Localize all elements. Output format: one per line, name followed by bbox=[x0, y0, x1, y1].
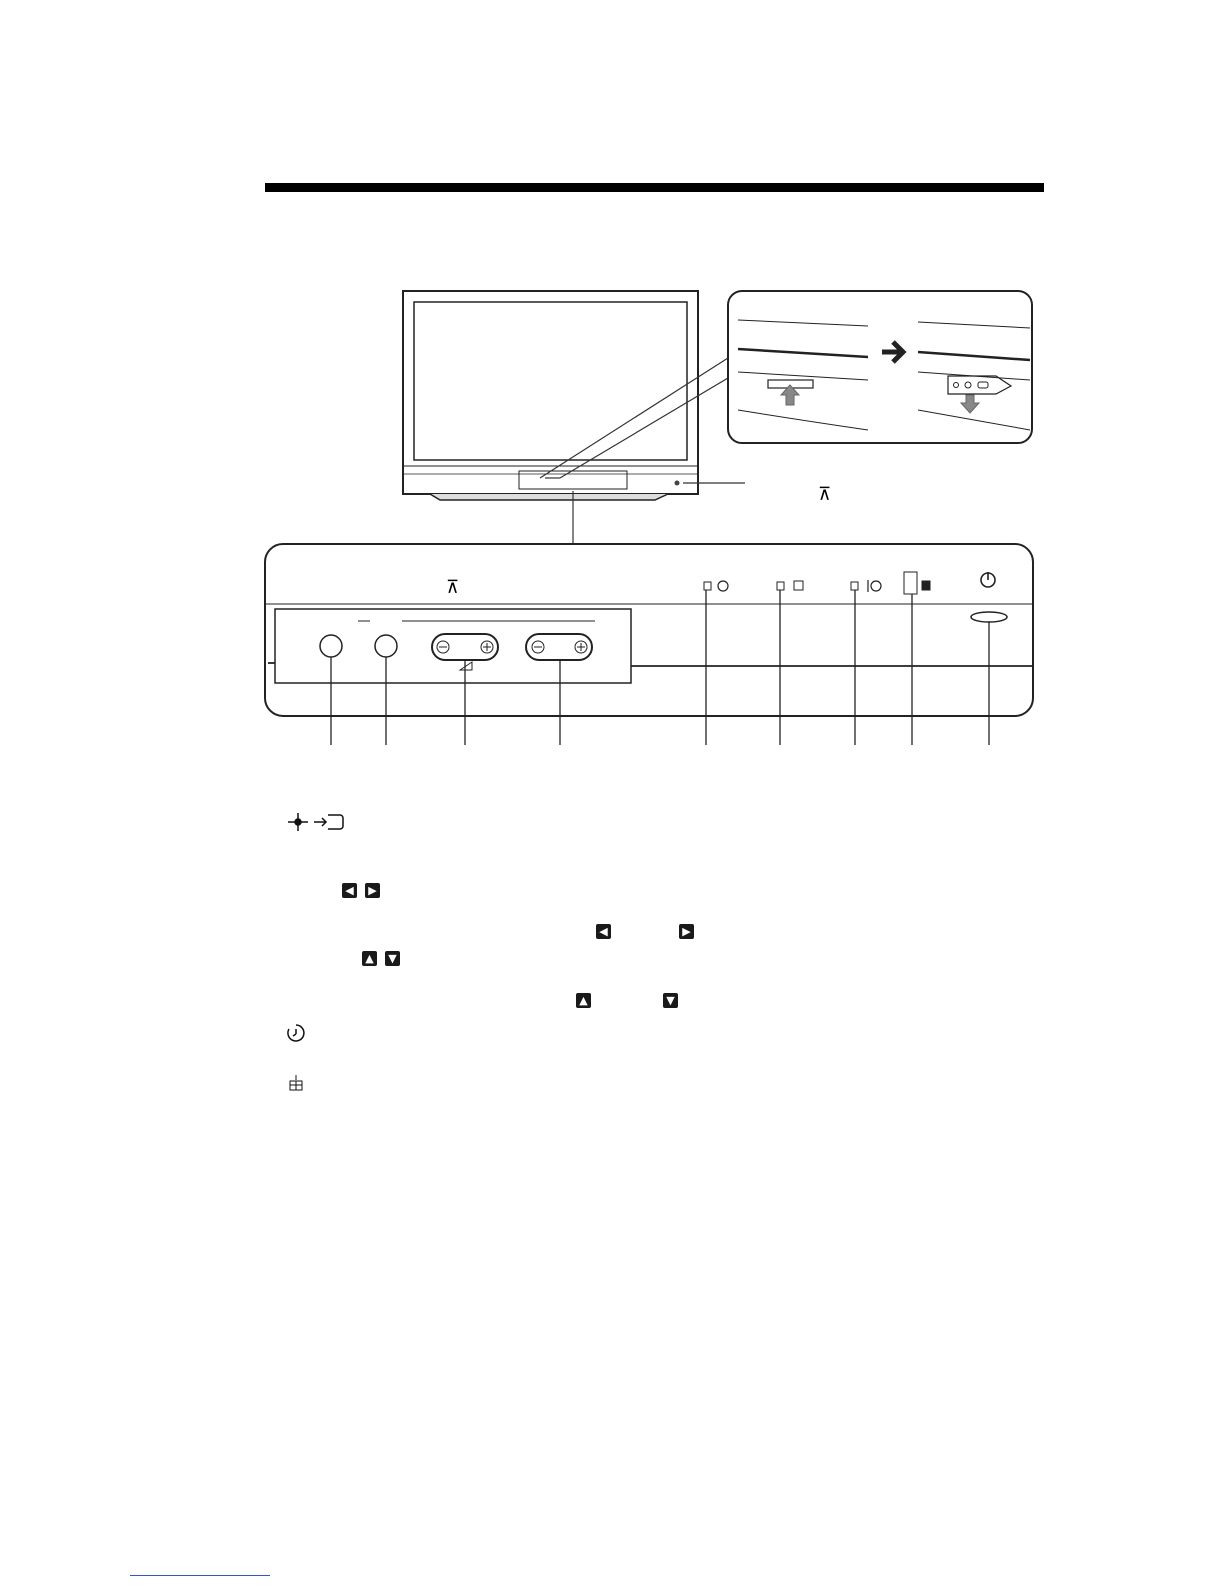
legend-right-key bbox=[679, 924, 694, 939]
crosshair-input-icon bbox=[286, 811, 346, 833]
left-arrow-key-icon: ◀ bbox=[596, 924, 611, 939]
control-panel bbox=[265, 544, 1033, 716]
door-open-inset bbox=[728, 291, 1032, 443]
eject-symbol-callout: ⊼ bbox=[818, 484, 832, 505]
panel-eject-symbol: ⊼ bbox=[446, 577, 460, 598]
legend-picture-off bbox=[287, 1074, 305, 1092]
legend-up-key bbox=[576, 993, 591, 1008]
right-arrow-key-icon: ▶ bbox=[365, 883, 380, 898]
legend-down-key bbox=[663, 993, 678, 1008]
tv-front-diagram bbox=[0, 0, 1225, 760]
zoom-callout-lines bbox=[540, 358, 745, 544]
up-arrow-key-icon: ▲ bbox=[362, 951, 377, 966]
tv-body bbox=[403, 291, 698, 500]
leader-lines bbox=[331, 590, 989, 745]
legend-left-key bbox=[596, 924, 611, 939]
down-arrow-key-icon: ▼ bbox=[663, 993, 678, 1008]
footer-link-underline bbox=[130, 1575, 270, 1576]
picture-off-icon bbox=[287, 1074, 305, 1092]
down-arrow-key-icon: ▼ bbox=[385, 951, 400, 966]
legend-left-right bbox=[342, 883, 380, 898]
right-arrow-key-icon: ▶ bbox=[679, 924, 694, 939]
up-arrow-key-icon: ▲ bbox=[576, 993, 591, 1008]
timer-icon bbox=[285, 1022, 307, 1044]
left-arrow-key-icon: ◀ bbox=[342, 883, 357, 898]
legend-timer bbox=[285, 1022, 307, 1044]
legend-up-down bbox=[362, 951, 400, 966]
legend-input-select bbox=[286, 811, 346, 833]
